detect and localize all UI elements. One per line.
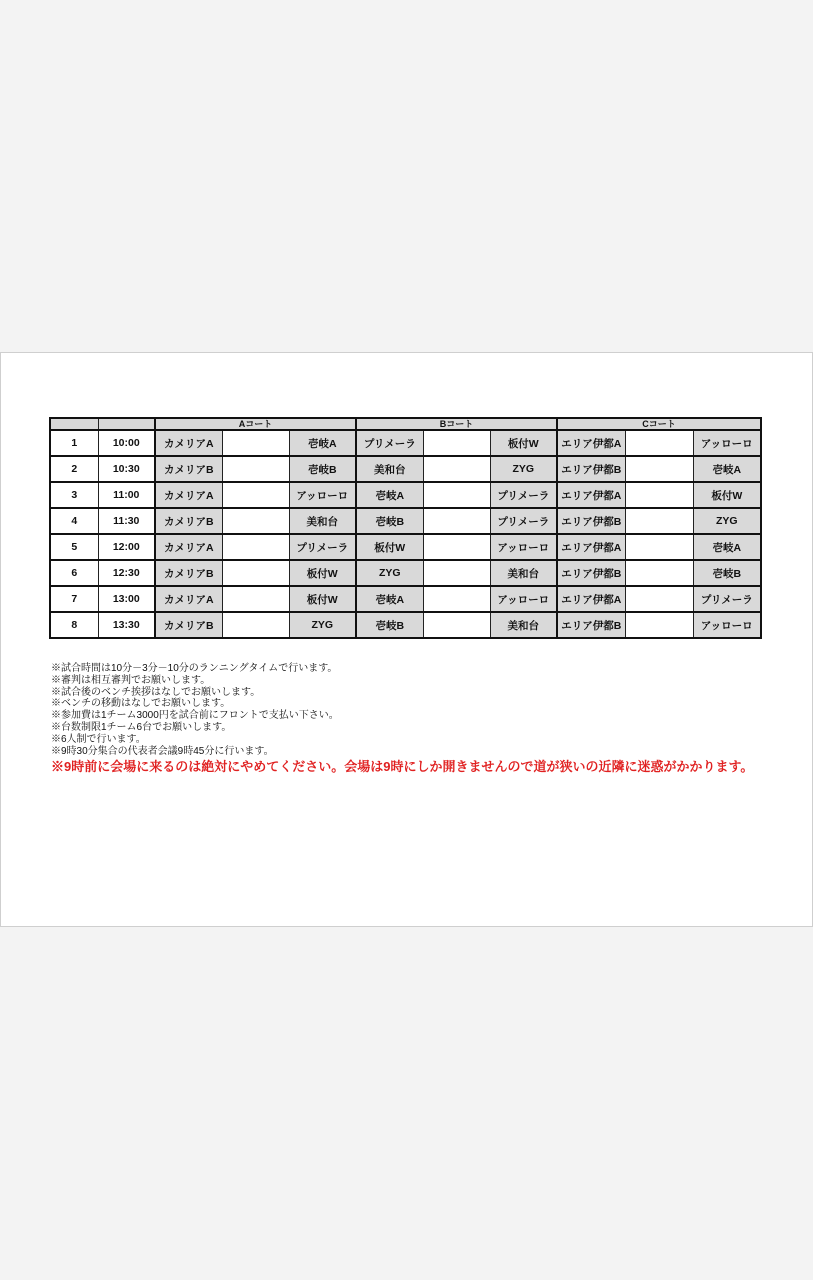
- court-a-blank-cell: [222, 430, 289, 456]
- court-a-blank-cell: [222, 508, 289, 534]
- time-cell: 10:00: [98, 430, 155, 456]
- table-row: [50, 482, 761, 508]
- court-c-team2-cell: 壱岐A: [693, 456, 761, 482]
- court-b-blank-cell: [423, 586, 490, 612]
- table-row: [50, 456, 761, 482]
- court-c-blank-cell: [625, 508, 693, 534]
- court-b-team1-cell: 壱岐B: [356, 612, 423, 638]
- court-a-team1-cell: カメリアA: [155, 430, 222, 456]
- court-c-team2-cell: アッローロ: [693, 430, 761, 456]
- court-c-team1-cell: エリア伊都A: [557, 482, 625, 508]
- court-c-team1-cell: エリア伊都A: [557, 586, 625, 612]
- court-b-team1-cell: 壱岐A: [356, 482, 423, 508]
- time-cell: 11:00: [98, 482, 155, 508]
- note-line: ※6人制で行います。: [51, 733, 146, 745]
- court-a-team2-cell: アッローロ: [289, 482, 356, 508]
- court-c-team1-cell: エリア伊都B: [557, 612, 625, 638]
- table-row: [50, 612, 761, 638]
- court-c-blank-cell: [625, 430, 693, 456]
- court-b-blank-cell: [423, 508, 490, 534]
- court-c-blank-cell: [625, 612, 693, 638]
- court-c-team2-cell: 板付W: [693, 482, 761, 508]
- court-a-team2-cell: 壱岐B: [289, 456, 356, 482]
- table-header-row: [50, 418, 761, 430]
- court-a-blank-cell: [222, 612, 289, 638]
- court-a-team2-cell: 壱岐A: [289, 430, 356, 456]
- court-a-team1-cell: カメリアB: [155, 560, 222, 586]
- time-cell: 12:00: [98, 534, 155, 560]
- warning-text: ※9時前に会場に来るのは絶対にやめてください。会場は9時にしか開きませんので道が狭いの近隣に迷惑がかかります。: [51, 759, 754, 775]
- match-number-cell: 1: [50, 430, 98, 456]
- court-c-team1-cell: エリア伊都A: [557, 430, 625, 456]
- court-a-blank-cell: [222, 456, 289, 482]
- court-b-team2-cell: プリメーラ: [490, 508, 557, 534]
- court-a-team2-cell: 板付W: [289, 586, 356, 612]
- note-line: ※参加費は1チーム3000円を試合前にフロントで支払い下さい。: [51, 710, 339, 722]
- court-a-team2-cell: ZYG: [289, 612, 356, 638]
- court-b-team2-cell: 板付W: [490, 430, 557, 456]
- court-c-team2-cell: プリメーラ: [693, 586, 761, 612]
- note-line: ※試合時間は10分－3分－10分のランニングタイムで行います。: [51, 663, 338, 674]
- court-b-team1-cell: 壱岐B: [356, 508, 423, 534]
- court-a-team1-cell: カメリアA: [155, 482, 222, 508]
- time-cell: 13:30: [98, 612, 155, 638]
- match-number-cell: 3: [50, 482, 98, 508]
- note-line: ※9時30分集合の代表者会議9時45分に行います。: [51, 745, 274, 757]
- match-number-cell: 2: [50, 456, 98, 482]
- match-schedule-table: [49, 417, 762, 639]
- court-a-team1-cell: カメリアB: [155, 508, 222, 534]
- court-b-blank-cell: [423, 482, 490, 508]
- court-c-blank-cell: [625, 534, 693, 560]
- court-a-team2-cell: 美和台: [289, 508, 356, 534]
- court-b-team2-cell: アッローロ: [490, 586, 557, 612]
- court-c-team2-cell: 壱岐B: [693, 560, 761, 586]
- time-cell: 10:30: [98, 456, 155, 482]
- note-line: ※ベンチの移動はなしでお願いします。: [51, 698, 231, 710]
- court-c-team1-cell: エリア伊都B: [557, 508, 625, 534]
- table-row: [50, 560, 761, 586]
- court-b-team2-cell: 美和台: [490, 560, 557, 586]
- header-court-b: Bコート: [356, 418, 557, 430]
- court-b-team2-cell: プリメーラ: [490, 482, 557, 508]
- time-cell: 12:30: [98, 560, 155, 586]
- match-number-cell: 4: [50, 508, 98, 534]
- time-cell: 13:00: [98, 586, 155, 612]
- match-number-cell: 8: [50, 612, 98, 638]
- court-b-team2-cell: アッローロ: [490, 534, 557, 560]
- header-time: [98, 418, 155, 430]
- court-a-team2-cell: プリメーラ: [289, 534, 356, 560]
- document-page: [0, 352, 813, 927]
- court-a-team1-cell: カメリアB: [155, 456, 222, 482]
- table-row: [50, 534, 761, 560]
- court-b-team1-cell: 壱岐A: [356, 586, 423, 612]
- court-c-team1-cell: エリア伊都A: [557, 534, 625, 560]
- court-b-blank-cell: [423, 456, 490, 482]
- court-b-team1-cell: 美和台: [356, 456, 423, 482]
- note-line: ※台数制限1チーム6台でお願いします。: [51, 721, 232, 733]
- court-a-team1-cell: カメリアA: [155, 586, 222, 612]
- court-a-blank-cell: [222, 482, 289, 508]
- court-c-team2-cell: アッローロ: [693, 612, 761, 638]
- court-c-blank-cell: [625, 560, 693, 586]
- court-a-blank-cell: [222, 586, 289, 612]
- header-court-a: Aコート: [155, 418, 356, 430]
- header-no: [50, 418, 98, 430]
- court-a-blank-cell: [222, 560, 289, 586]
- court-c-blank-cell: [625, 456, 693, 482]
- court-c-team1-cell: エリア伊都B: [557, 560, 625, 586]
- court-c-blank-cell: [625, 482, 693, 508]
- court-a-team2-cell: 板付W: [289, 560, 356, 586]
- note-line: ※試合後のベンチ挨拶はなしでお願いします。: [51, 686, 261, 698]
- note-line: ※審判は相互審判でお願いします。: [51, 674, 211, 686]
- match-number-cell: 5: [50, 534, 98, 560]
- header-court-c: Cコート: [557, 418, 761, 430]
- court-b-blank-cell: [423, 430, 490, 456]
- notes-section: [51, 663, 791, 775]
- match-number-cell: 7: [50, 586, 98, 612]
- court-b-blank-cell: [423, 560, 490, 586]
- table-row: [50, 586, 761, 612]
- court-c-team2-cell: ZYG: [693, 508, 761, 534]
- court-a-team1-cell: カメリアB: [155, 612, 222, 638]
- court-b-team1-cell: ZYG: [356, 560, 423, 586]
- court-a-blank-cell: [222, 534, 289, 560]
- table-row: [50, 508, 761, 534]
- court-b-team1-cell: プリメーラ: [356, 430, 423, 456]
- court-b-team2-cell: 美和台: [490, 612, 557, 638]
- table-row: [50, 430, 761, 456]
- time-cell: 11:30: [98, 508, 155, 534]
- court-c-team2-cell: 壱岐A: [693, 534, 761, 560]
- court-b-team1-cell: 板付W: [356, 534, 423, 560]
- court-b-team2-cell: ZYG: [490, 456, 557, 482]
- match-number-cell: 6: [50, 560, 98, 586]
- court-a-team1-cell: カメリアA: [155, 534, 222, 560]
- court-b-blank-cell: [423, 612, 490, 638]
- court-c-team1-cell: エリア伊都B: [557, 456, 625, 482]
- court-b-blank-cell: [423, 534, 490, 560]
- court-c-blank-cell: [625, 586, 693, 612]
